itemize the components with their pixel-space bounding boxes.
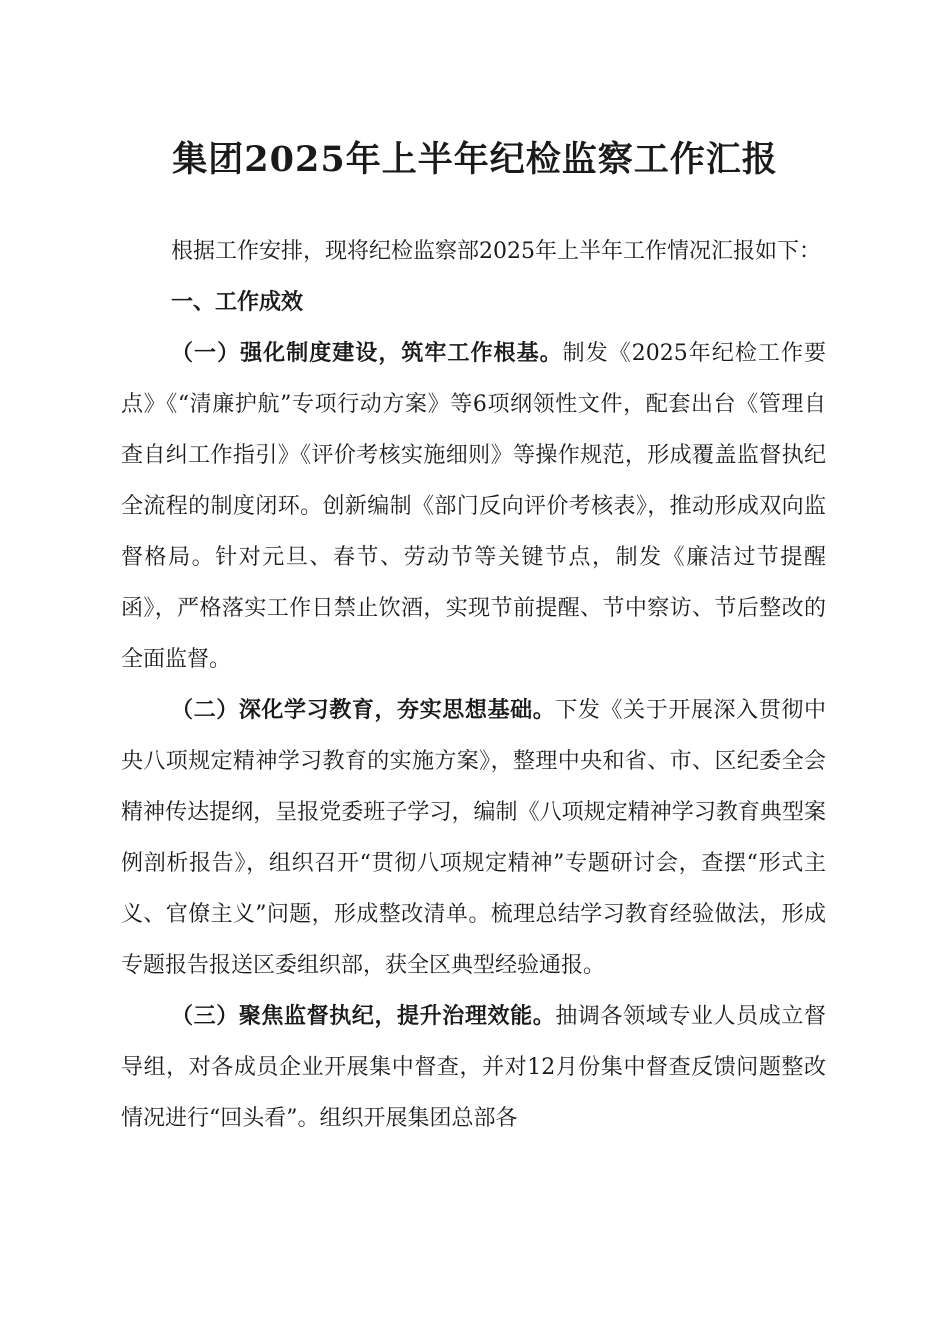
item-lead-3: （三）聚焦监督执纪，提升治理效能。 — [171, 1003, 556, 1029]
item-paragraph-1 — [121, 328, 826, 685]
item-lead-1: （一）强化制度建设，筑牢工作根基。 — [171, 340, 563, 366]
document-body — [121, 226, 826, 1144]
item-body-3: 抽调各领域专业人员成立督导组，对各成员企业开展集中督查，并对12月份集中督查反馈问题整改情况进行“回头看”。组织开展集团总部各 — [121, 1004, 826, 1131]
item-body-1: 制发《2025年纪检工作要点》《“清廉护航”专项行动方案》等6项纲领性文件，配套出台《管理自查自纠工作指引》《评价考核实施细则》等操作规范，形成覆盖监督执纪全流程的制度闭环。创新编制《部门反向评价考核表》，推动形成双向监督格局。针对元旦、春节、劳动节等关键节点，制发《廉洁过节提醒函》，严格落实工作日禁止饮酒，实现节前提醒、节中察访、节后整改的全面监督。 — [121, 341, 826, 672]
item-lead-2: （二）深化学习教育，夯实思想基础。 — [171, 697, 556, 723]
item-body-2: 下发《关于开展深入贯彻中央八项规定精神学习教育的实施方案》，整理中央和省、市、区纪委全会精神传达提纲，呈报党委班子学习，编制《八项规定精神学习教育典型案例剖析报告》，组织召开“贯彻八项规定精神”专题研讨会，查摆“形式主义、官僚主义”问题，形成整改清单。梳理总结学习教育经验做法，形成专题报告报送区委组织部，获全区典型经验通报。 — [121, 698, 826, 978]
intro-paragraph: 根据工作安排，现将纪检监察部2025年上半年工作情况汇报如下： — [171, 239, 821, 264]
document-title: 集团2025年上半年纪检监察工作汇报 — [172, 139, 778, 180]
item-paragraph-3 — [121, 991, 826, 1144]
item-paragraph-2 — [121, 685, 826, 991]
section-heading-achievements: 一、工作成效 — [171, 290, 304, 315]
